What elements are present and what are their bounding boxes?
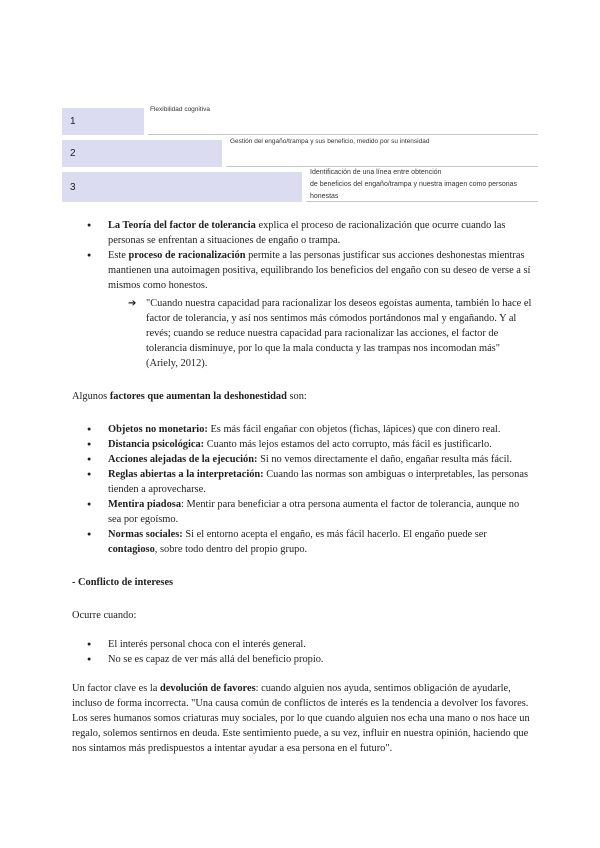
- conflict-list: [72, 637, 532, 667]
- factors-list: [72, 422, 532, 557]
- list-item: ● Normas sociales: Si el entorno acepta el engaño, es más fácil hacerlo. El engaño puede ser contagioso, sobre todo dentro del propio grupo.: [72, 527, 532, 557]
- step-2-number: 2: [70, 148, 76, 159]
- list-item: ● El interés personal choca con el interés general.: [72, 637, 532, 652]
- quote-text: "Cuando nuestra capacidad para racionalizar los deseos egoístas aumenta, también lo hace el factor de tolerancia, y así nos sentimos más cómodos portándonos mal y engañando. Y al revés; cuando se reduce nuestra capacidad para racionalizar las acciones, el factor de tolerancia disminuye, por lo que la mala conducta y las trampas nos incomodan más" (Ariely, 2012).: [146, 298, 532, 369]
- step-3-number: 3: [70, 181, 76, 193]
- step-1-line: [148, 134, 538, 135]
- list-item: ● Mentira piadosa: Mentir para beneficiar a otra persona aumenta el factor de tolerancia, aunque no sea por egoísmo.: [72, 497, 532, 527]
- factors-intro: Algunos factores que aumentan la deshonestidad son:: [72, 391, 307, 402]
- conflict-occurs: Ocurre cuando:: [72, 610, 137, 621]
- list-item: ● No se es capaz de ver más allá del beneficio propio.: [72, 652, 532, 667]
- process-diagram: [0, 0, 600, 210]
- conflict-heading: - Conflicto de intereses: [72, 577, 174, 588]
- list-item: ● La Teoría del factor de tolerancia explica el proceso de racionalización que ocurre cuando las personas se enfrentan a situaciones de engaño o trampa.: [72, 218, 532, 248]
- list-item: ● Este proceso de racionalización permite a las personas justificar sus acciones deshonestas mientras mantienen una autoimagen positiva, equilibrando los beneficios del engaño con su deseo de verse a sí mismos como honestos.: [72, 248, 532, 293]
- step-1-box: [62, 108, 144, 135]
- list-item: ● Distancia psicológica: Cuanto más lejos estamos del acto corrupto, más fácil es justificarlo.: [72, 437, 532, 452]
- intro-bullets: [72, 218, 532, 293]
- step-3-box: [62, 172, 302, 202]
- step-2-box: [62, 140, 222, 167]
- list-item: ● Reglas abiertas a la interpretación: Cuando las normas son ambiguas o interpretables, las personas tienden a aprovecharse.: [72, 467, 532, 497]
- step-3-label: Identificación de una línea entre obtención de beneficios del engaño/trampa y nuestra imagen como personas honestas: [310, 169, 518, 200]
- document-body: [72, 218, 532, 756]
- list-item: ● Objetos no monetario: Es más fácil engañar con objetos (fichas, lápices) que con dinero real.: [72, 422, 532, 437]
- quote-item: [72, 296, 532, 371]
- arrow-right-icon: ➔: [128, 298, 137, 309]
- step-2-label: Gestión del engaño/trampa y sus beneficio, medido por su intensidad: [230, 138, 430, 145]
- step-1-number: 1: [70, 116, 76, 127]
- conflict-paragraph: Un factor clave es la devolución de favores: cuando alguien nos ayuda, sentimos obligación de ayudarle, incluso de forma incorrecta. "Una causa común de conflictos de interés es la tendencia a devolver los favores. Los seres humanos somos criaturas muy sociales, por lo que cuando alguien nos echa una mano o nos hace un regalo, solemos sentirnos en deuda. Este sentimiento puede, a su vez, influir en nuestra opinión, haciendo que nos sintamos más predispuestos a intentar ayudar a esa persona en el futuro".: [72, 683, 530, 754]
- list-item: ● Acciones alejadas de la ejecución: Si no vemos directamente el daño, engañar resulta más fácil.: [72, 452, 532, 467]
- step-1-label: Flexibilidad cognitiva: [150, 106, 210, 113]
- quote-list: [72, 296, 532, 371]
